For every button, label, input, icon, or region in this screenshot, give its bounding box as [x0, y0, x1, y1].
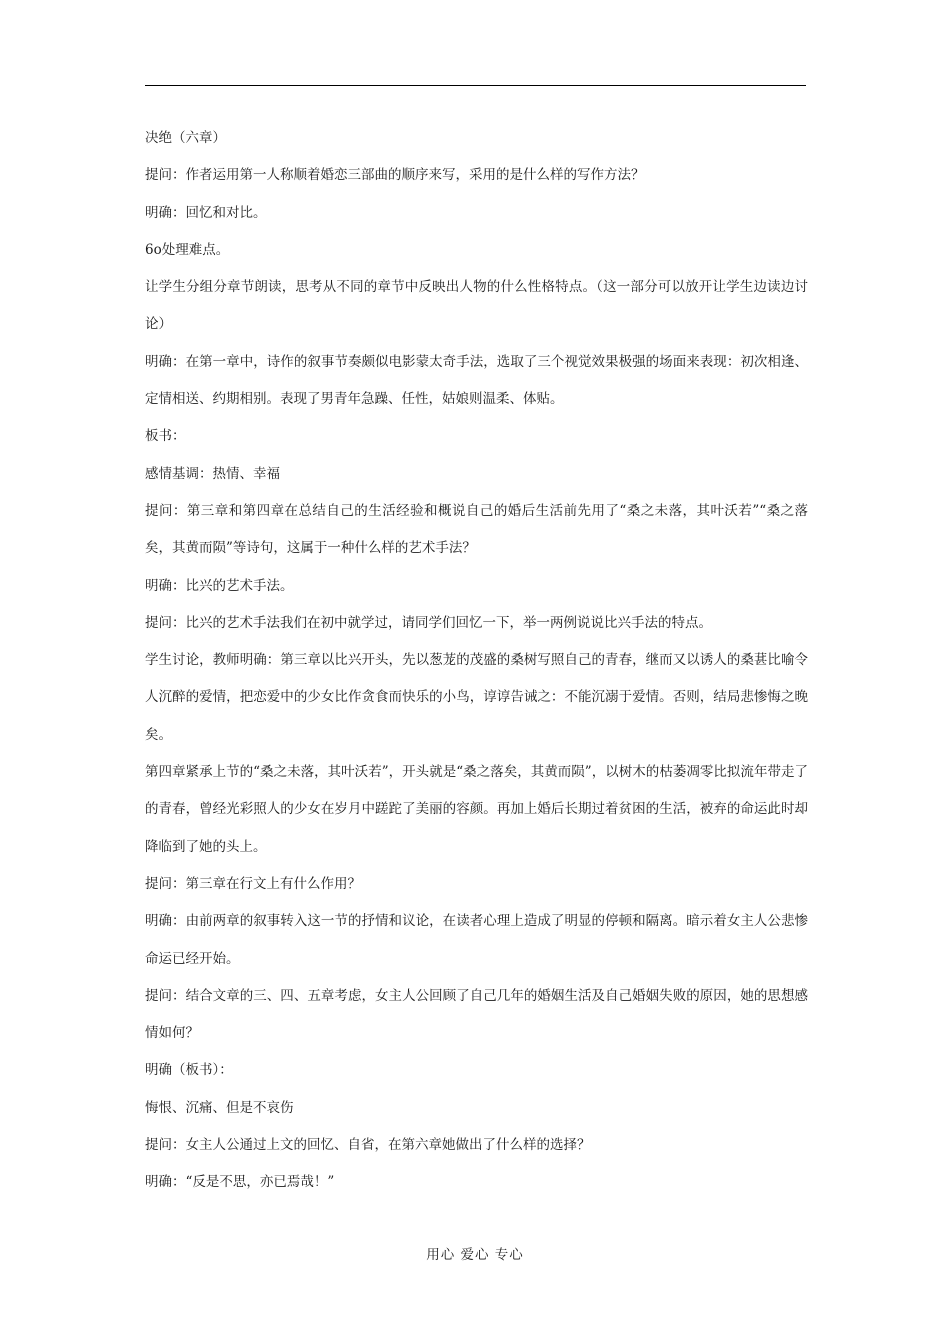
- paragraph: 明确：回忆和对比。: [145, 204, 267, 221]
- header-rule: [145, 85, 806, 86]
- paragraph: 悔恨、沉痛、但是不哀伤: [145, 1099, 294, 1116]
- page-footer: 用心 爱心 专心: [426, 1247, 524, 1263]
- paragraph: 提问：比兴的艺术手法我们在初中就学过，请同学们回忆一下，举一两例说说比兴手法的特点。: [145, 614, 712, 631]
- paragraph: 提问：结合文章的三、四、五章考虑，女主人公回顾了自己几年的婚姻生活及自己婚姻失败的原因，她的思想感情如何？: [145, 987, 808, 1042]
- document-body: [145, 120, 808, 1202]
- paragraph: 感情基调：热情、幸福: [145, 465, 280, 482]
- paragraph: 提问：第三章在行文上有什么作用？: [145, 875, 361, 892]
- paragraph: 提问：第三章和第四章在总结自己的生活经验和概说自己的婚后生活前先用了“桑之未落，其叶沃若”“桑之落矣，其黄而陨”等诗句，这属于一种什么样的艺术手法？: [145, 502, 808, 557]
- paragraph: 板书：: [145, 428, 186, 445]
- paragraph: 让学生分组分章节朗读，思考从不同的章节中反映出人物的什么性格特点。（这一部分可以放开让学生边读边讨论）: [145, 279, 808, 333]
- paragraph: 提问：作者运用第一人称顺着婚恋三部曲的顺序来写，采用的是什么样的写作方法？: [145, 167, 645, 184]
- paragraph: 第四章紧承上节的“桑之未落，其叶沃若”，开头就是“桑之落矣，其黄而陨”，以树木的枯萎凋零比拟流年带走了的青春，曾经光彩照人的少女在岁月中蹉跎了美丽的容颜。再加上婚后长期过着贫困的生活，被弃的命运此时却降临到了她的头上。: [145, 764, 808, 855]
- section-heading: 6o处理难点。: [145, 241, 230, 258]
- heading-jue-jue: 决绝（六章）: [145, 130, 226, 146]
- paragraph: 明确：比兴的艺术手法。: [145, 577, 294, 594]
- paragraph: 提问：女主人公通过上文的回忆、自省，在第六章她做出了什么样的选择？: [145, 1137, 591, 1154]
- paragraph: 明确：由前两章的叙事转入这一节的抒情和议论，在读者心理上造成了明显的停顿和隔离。暗示着女主人公悲惨命运已经开始。: [145, 913, 808, 967]
- paragraph: 明确：在第一章中，诗作的叙事节奏颇似电影蒙太奇手法，选取了三个视觉效果极强的场面来表现：初次相逢、定情相送、约期相别。表现了男青年急躁、任性，姑娘则温柔、体贴。: [145, 353, 808, 408]
- paragraph: 学生讨论，教师明确：第三章以比兴开头，先以葱茏的茂盛的桑树写照自己的青春，继而又以诱人的桑葚比喻令人沉醉的爱情，把恋爱中的少女比作贪食而快乐的小鸟，谆谆告诫之：不能沉溺于爱情。否则，结局悲惨悔之晚矣。: [145, 652, 808, 743]
- paragraph: 明确（板书）：: [145, 1062, 233, 1079]
- paragraph: 明确：“反是不思，亦已焉哉！”: [145, 1174, 335, 1191]
